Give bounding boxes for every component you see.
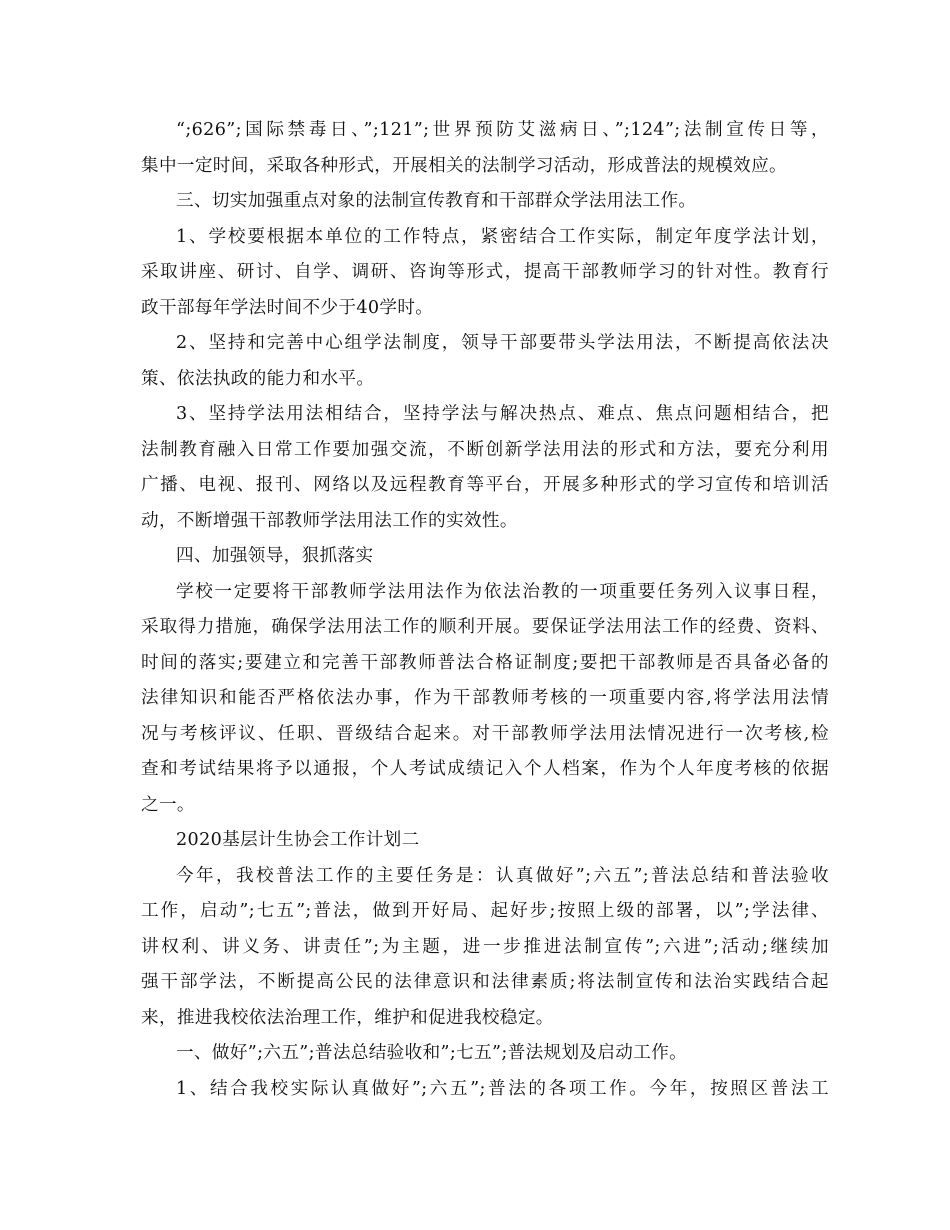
text-line: 集中一定时间，采取各种形式，开展相关的法制学习活动，形成普法的规模效应。 bbox=[141, 155, 787, 176]
text-line: 法制教育融入日常工作要加强交流，不断创新学法用法的形式和方法，要充分利用 bbox=[141, 439, 829, 460]
text-line: 之一。 bbox=[141, 794, 195, 815]
text-line: 强干部学法，不断提高公民的法律意识和法律素质;将法制宣传和法治实践结合起 bbox=[141, 972, 829, 992]
document-page bbox=[141, 113, 829, 1107]
text-line: 学校一定要将干部教师学法用法作为依法治教的一项重要任务列入议事日程， bbox=[176, 581, 829, 602]
text-line: 时间的落实;要建立和完善干部教师普法合格证制度;要把干部教师是否具备必备的 bbox=[141, 652, 829, 673]
text-line: 策、依法执政的能力和水平。 bbox=[141, 368, 375, 389]
text-line: 工作，启动”;七五”;普法，做到开好局、起好步;按照上级的部署，以”;学法律、 bbox=[141, 901, 829, 921]
text-line: 采取讲座、研讨、自学、调研、咨询等形式，提高干部教师学习的针对性。教育行 bbox=[141, 262, 829, 282]
text-line: 广播、电视、报刊、网络以及远程教育等平台，开展多种形式的学习宣传和培训活 bbox=[141, 475, 829, 495]
document-title: 2020基层计生协会工作计划二 bbox=[176, 830, 420, 850]
text-line: 讲权利、讲义务、讲责任”;为主题，进一步推进法制宣传”;六进”;活动;继续加 bbox=[141, 936, 829, 957]
text-line: 来，推进我校依法治理工作，维护和促进我校稳定。 bbox=[141, 1007, 554, 1028]
text-line: 今年，我校普法工作的主要任务是：认真做好”;六五”;普法总结和普法验收 bbox=[176, 865, 829, 886]
text-line: 法律知识和能否严格依法办事，作为干部教师考核的一项重要内容,将学法用法情 bbox=[141, 688, 829, 708]
text-line: 政干部每年学法时间不少于40学时。 bbox=[141, 297, 434, 318]
text-line: 查和考试结果将予以通报，个人考试成绩记入个人档案，作为个人年度考核的依据 bbox=[141, 759, 829, 779]
text-line: 采取得力措施，确保学法用法工作的顺利开展。要保证学法用法工作的经费、资料、 bbox=[141, 617, 829, 637]
section-heading: 四、加强领导，狠抓落实 bbox=[176, 546, 374, 566]
text-line: 动，不断增强干部教师学法用法工作的实效性。 bbox=[141, 510, 518, 531]
text-line: 2、坚持和完善中心组学法制度，领导干部要带头学法用法，不断提高依法决 bbox=[176, 333, 829, 353]
text-line: 3、坚持学法用法相结合，坚持学法与解决热点、难点、焦点问题相结合，把 bbox=[176, 404, 829, 424]
text-line: 况与考核评议、任职、晋级结合起来。对干部教师学法用法情况进行一次考核,检 bbox=[141, 723, 829, 744]
text-line: “;626”;国际禁毒日、”;121”;世界预防艾滋病日、”;124”;法制宣传日等， bbox=[176, 120, 829, 140]
text-line: 1、结合我校实际认真做好”;六五”;普法的各项工作。今年，按照区普法工 bbox=[176, 1078, 829, 1099]
section-heading: 三、切实加强重点对象的法制宣传教育和干部群众学法用法工作。 bbox=[176, 191, 697, 211]
section-heading: 一、做好”;六五”;普法总结验收和”;七五”;普法规划及启动工作。 bbox=[176, 1043, 688, 1063]
text-line: 1、学校要根据本单位的工作特点，紧密结合工作实际，制定年度学法计划， bbox=[176, 226, 829, 247]
